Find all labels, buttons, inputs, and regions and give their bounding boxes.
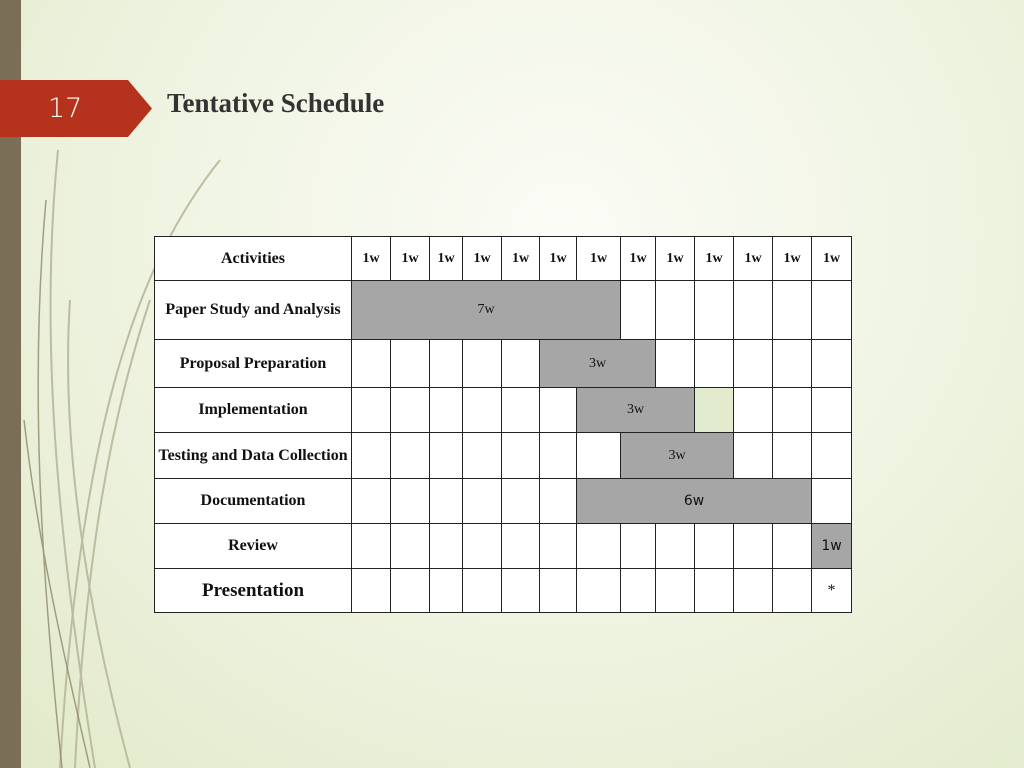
activity-name: Paper Study and Analysis	[155, 281, 352, 340]
table-row	[155, 433, 852, 479]
week-cell	[621, 281, 656, 340]
week-cell	[734, 340, 773, 388]
week-cell	[621, 569, 656, 613]
week-cell	[391, 388, 430, 433]
week-cell	[540, 388, 577, 433]
schedule-bar: 3w	[540, 340, 656, 388]
week-cell	[577, 569, 621, 613]
activities-header: Activities	[155, 237, 352, 281]
schedule-table	[154, 236, 852, 613]
page-title: Tentative Schedule	[167, 88, 385, 118]
week-cell	[391, 479, 430, 524]
week-cell	[463, 340, 502, 388]
week-cell	[773, 388, 812, 433]
week-cell	[430, 524, 463, 569]
week-cell	[502, 524, 540, 569]
week-cell	[352, 524, 391, 569]
week-cell	[695, 340, 734, 388]
week-header: 1w	[463, 237, 502, 281]
week-cell	[734, 388, 773, 433]
activity-name: Implementation	[155, 388, 352, 433]
week-cell	[540, 479, 577, 524]
week-cell	[540, 524, 577, 569]
week-cell	[695, 569, 734, 613]
week-cell	[773, 281, 812, 340]
week-cell	[773, 569, 812, 613]
week-header: 1w	[540, 237, 577, 281]
week-cell	[621, 524, 656, 569]
week-cell	[812, 433, 852, 479]
presentation-marker: *	[812, 569, 852, 613]
week-cell	[734, 524, 773, 569]
activity-name: Review	[155, 524, 352, 569]
week-header: 1w	[577, 237, 621, 281]
week-header: 1w	[695, 237, 734, 281]
week-cell	[430, 479, 463, 524]
table-row	[155, 388, 852, 433]
week-cell	[695, 281, 734, 340]
week-cell	[812, 388, 852, 433]
week-cell	[502, 433, 540, 479]
activity-name: Documentation	[155, 479, 352, 524]
week-cell	[463, 569, 502, 613]
week-header: 1w	[621, 237, 656, 281]
week-header: 1w	[656, 237, 695, 281]
week-cell	[577, 433, 621, 479]
week-cell	[812, 340, 852, 388]
week-cell	[352, 479, 391, 524]
week-cell	[734, 569, 773, 613]
week-header: 1w	[430, 237, 463, 281]
activity-name: Testing and Data Collection	[155, 433, 352, 479]
week-header: 1w	[734, 237, 773, 281]
table-row	[155, 281, 852, 340]
week-cell	[540, 569, 577, 613]
week-cell	[502, 569, 540, 613]
week-cell	[656, 524, 695, 569]
week-cell	[430, 340, 463, 388]
week-cell	[391, 433, 430, 479]
week-cell	[352, 340, 391, 388]
week-cell	[502, 388, 540, 433]
week-cell	[352, 433, 391, 479]
slide-number: 17	[47, 93, 83, 124]
week-cell	[430, 569, 463, 613]
week-cell	[812, 281, 852, 340]
week-cell	[391, 340, 430, 388]
schedule-bar: 6w	[577, 479, 812, 524]
table-row	[155, 479, 852, 524]
week-cell	[812, 479, 852, 524]
schedule-bar: 3w	[621, 433, 734, 479]
week-cell	[773, 524, 812, 569]
week-cell	[463, 388, 502, 433]
table-row	[155, 340, 852, 388]
schedule-bar: 1w	[812, 524, 852, 569]
week-cell	[430, 388, 463, 433]
week-cell	[577, 524, 621, 569]
week-cell	[352, 569, 391, 613]
table-row	[155, 569, 852, 613]
week-cell	[391, 524, 430, 569]
week-header: 1w	[812, 237, 852, 281]
week-cell	[463, 524, 502, 569]
week-cell-tinted	[695, 388, 734, 433]
week-cell	[391, 569, 430, 613]
week-cell	[734, 433, 773, 479]
week-cell	[656, 569, 695, 613]
week-header: 1w	[773, 237, 812, 281]
week-cell	[352, 388, 391, 433]
week-cell	[502, 340, 540, 388]
week-cell	[656, 281, 695, 340]
week-cell	[463, 433, 502, 479]
schedule-bar: 7w	[352, 281, 621, 340]
header-row	[155, 237, 852, 281]
week-cell	[734, 281, 773, 340]
week-header: 1w	[352, 237, 391, 281]
slide-number-tab	[0, 80, 152, 137]
week-cell	[430, 433, 463, 479]
week-cell	[502, 479, 540, 524]
week-header: 1w	[502, 237, 540, 281]
week-cell	[773, 340, 812, 388]
week-cell	[773, 433, 812, 479]
week-cell	[540, 433, 577, 479]
activity-name: Proposal Preparation	[155, 340, 352, 388]
week-header: 1w	[391, 237, 430, 281]
week-cell	[656, 340, 695, 388]
activity-name: Presentation	[155, 569, 352, 613]
schedule-bar: 3w	[577, 388, 695, 433]
week-cell	[695, 524, 734, 569]
table-row	[155, 524, 852, 569]
week-cell	[463, 479, 502, 524]
